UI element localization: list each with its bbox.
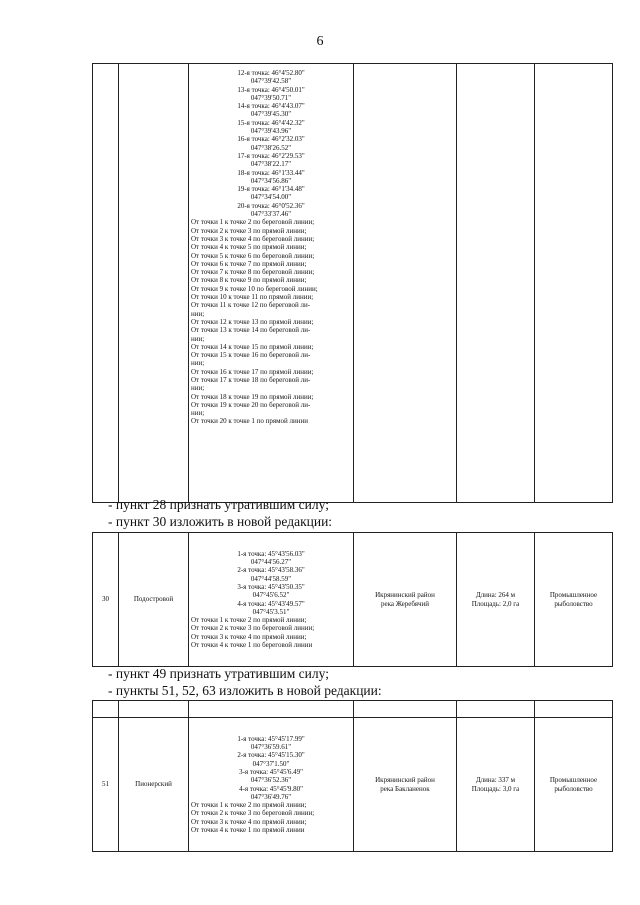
- cell-number: 51: [93, 718, 119, 852]
- segment-line: От точки 5 к точке 6 по береговой линии;: [191, 251, 315, 260]
- point-lat: 4-я точка: 45°43'49.57": [237, 599, 305, 608]
- segment-line: От точки 14 к точке 15 по прямой линии;: [191, 342, 314, 351]
- header-cell: [535, 701, 613, 718]
- point-lat: 2-я точка: 45°45'15.30": [237, 751, 305, 760]
- point-lon: 047°39'43.96": [250, 127, 292, 136]
- point-lat: 19-я точка: 46°1'34.48": [237, 185, 305, 194]
- length-value: Длина: 337 м: [475, 776, 516, 785]
- point-lat: 2-я точка: 45°43'58.36": [237, 566, 305, 575]
- table-row: [93, 718, 613, 852]
- district-name: Икрянинский район: [375, 776, 435, 785]
- header-cell: [189, 701, 354, 718]
- cell-coordinates: [189, 64, 354, 503]
- point-lon: 047°39'42.58": [250, 77, 292, 86]
- point-lon: 047°38'26.52": [250, 143, 292, 152]
- water-body-name: река Бакланенок: [380, 784, 430, 793]
- segment-line: От точки 17 к точке 18 по береговой ли-: [191, 375, 311, 384]
- point-lat: 1-я точка: 45°45'17.99": [237, 734, 305, 743]
- purpose-text: рыболовство: [554, 784, 593, 793]
- point-lon: 047°34'56.86": [250, 176, 292, 185]
- amendment-note: - пункт 28 признать утратившим силу;: [108, 497, 329, 512]
- cell-purpose: [535, 718, 613, 852]
- table-header-row: [93, 701, 613, 718]
- point-lat: 15-я точка: 46°4'42.32": [237, 118, 305, 127]
- cell-size: [457, 718, 535, 852]
- purpose-text: Промышленное: [549, 591, 598, 600]
- point-lon: 047°36'59.61": [250, 743, 292, 752]
- amendment-note: - пункты 51, 52, 63 изложить в новой редакции:: [108, 683, 382, 698]
- segment-line: От точки 3 к точке 4 по прямой линии;: [191, 817, 307, 826]
- segment-line: нии;: [191, 309, 205, 318]
- district-name: Икрянинский район: [375, 591, 435, 600]
- segment-line: От точки 2 к точке 3 по береговой линии;: [191, 624, 315, 633]
- segment-line: От точки 13 к точке 14 по береговой ли-: [191, 326, 311, 335]
- point-lon: 047°33'37.46": [250, 210, 292, 219]
- point-lat: 3-я точка: 45°45'6.49": [239, 767, 303, 776]
- segment-line: От точки 4 к точке 5 по прямой линии;: [191, 243, 307, 252]
- point-lat: 13-я точка: 46°4'50.01": [237, 85, 305, 94]
- cell-name: Подостровой: [119, 533, 189, 667]
- amendment-note: - пункт 49 признать утратившим силу;: [108, 666, 329, 681]
- segment-line: От точки 8 к точке 9 по прямой линии;: [191, 276, 307, 285]
- point-lat: 4-я точка: 45°45'9.80": [239, 784, 303, 793]
- segment-line: От точки 6 к точке 7 по прямой линии;: [191, 259, 307, 268]
- item-51-table: [92, 700, 613, 852]
- segment-line: От точки 1 к точке 2 по прямой линии;: [191, 801, 307, 810]
- point-lat: 17-я точка: 46°2'29.53": [237, 151, 305, 160]
- point-lat: 1-я точка: 45°43'56.03": [237, 549, 305, 558]
- segment-line: От точки 1 к точке 2 по прямой линии;: [191, 616, 307, 625]
- segment-line: нии;: [191, 334, 205, 343]
- point-lon: 047°45'6.52": [252, 591, 290, 600]
- segment-line: нии;: [191, 409, 205, 418]
- point-lon: 047°36'52.36": [250, 776, 292, 785]
- table-row: [93, 64, 613, 503]
- cell-coordinates: [189, 533, 354, 667]
- cell-number: [93, 64, 119, 503]
- point-lon: 047°44'56.27": [250, 558, 292, 567]
- header-cell: [457, 701, 535, 718]
- point-lat: 14-я точка: 46°4'43.07": [237, 102, 305, 111]
- segment-line: От точки 15 к точке 16 по береговой ли-: [191, 351, 311, 360]
- cell-name: Пионерский: [119, 718, 189, 852]
- segment-line: От точки 3 к точке 4 по прямой линии;: [191, 632, 307, 641]
- page-number: 6: [316, 34, 324, 49]
- segment-line: От точки 7 к точке 8 по береговой линии;: [191, 268, 315, 277]
- point-lat: 20-я точка: 46°0'52.36": [237, 201, 305, 210]
- segment-line: нии;: [191, 359, 205, 368]
- header-cell: [354, 701, 457, 718]
- segment-line: От точки 1 к точке 2 по береговой линии;: [191, 218, 315, 227]
- continuation-table: [92, 63, 613, 503]
- segment-line: От точки 18 к точке 19 по прямой линии;: [191, 392, 314, 401]
- segment-line: нии;: [191, 384, 205, 393]
- table-row: [93, 533, 613, 667]
- segment-line: От точки 4 к точке 1 по прямой линии: [191, 825, 305, 834]
- point-lon: 047°39'45.30": [250, 110, 292, 119]
- cell-name: [119, 64, 189, 503]
- point-lon: 047°36'49.76": [250, 792, 292, 801]
- amendment-note: - пункт 30 изложить в новой редакции:: [108, 514, 333, 529]
- segment-line: От точки 10 к точке 11 по прямой линии;: [191, 293, 314, 302]
- cell-location: [354, 718, 457, 852]
- segment-line: От точки 19 к точке 20 по береговой ли-: [191, 400, 311, 409]
- segment-line: От точки 3 к точке 4 по береговой линии;: [191, 234, 315, 243]
- point-lon: 047°37'1.50": [252, 759, 290, 768]
- point-lon: 047°39'50.71": [250, 93, 292, 102]
- cell-number: 30: [93, 533, 119, 667]
- area-value: Площадь: 3,0 га: [471, 784, 520, 793]
- header-cell: [93, 701, 119, 718]
- area-value: Площадь: 2,0 га: [471, 599, 520, 608]
- segment-line: От точки 16 к точке 17 по прямой линии;: [191, 367, 314, 376]
- cell-location: [354, 533, 457, 667]
- segment-line: От точки 11 к точке 12 по береговой ли-: [191, 301, 311, 310]
- cell-coordinates: [189, 718, 354, 852]
- segment-line: От точки 12 к точке 13 по прямой линии;: [191, 317, 314, 326]
- segment-line: От точки 20 к точке 1 по прямой линии: [191, 417, 308, 426]
- segment-line: От точки 2 к точке 3 по береговой линии;: [191, 809, 315, 818]
- header-cell: [119, 701, 189, 718]
- purpose-text: рыболовство: [554, 599, 593, 608]
- point-lon: 047°38'22.17": [250, 160, 292, 169]
- water-body-name: река Жеребячий: [380, 599, 429, 608]
- cell-purpose: [535, 64, 613, 503]
- cell-location: [354, 64, 457, 503]
- point-lat: 12-я точка: 46°4'52.80": [237, 69, 305, 77]
- point-lat: 18-я точка: 46°1'33.44": [237, 168, 305, 177]
- point-lat: 16-я точка: 46°2'32.03": [237, 135, 305, 144]
- point-lon: 047°44'58.59": [250, 574, 292, 583]
- cell-size: [457, 64, 535, 503]
- cell-size: [457, 533, 535, 667]
- length-value: Длина: 264 м: [475, 591, 516, 600]
- segment-line: От точки 2 к точке 3 по прямой линии;: [191, 226, 307, 235]
- point-lon: 047°45'3.51": [252, 607, 290, 616]
- cell-purpose: [535, 533, 613, 667]
- segment-line: От точки 4 к точке 1 по береговой линии: [191, 640, 313, 649]
- point-lat: 3-я точка: 45°43'50.35": [237, 582, 305, 591]
- purpose-text: Промышленное: [549, 776, 598, 785]
- point-lon: 047°34'54.00": [250, 193, 292, 202]
- item-30-table: [92, 532, 613, 667]
- segment-line: От точки 9 к точке 10 по береговой линии;: [191, 284, 318, 293]
